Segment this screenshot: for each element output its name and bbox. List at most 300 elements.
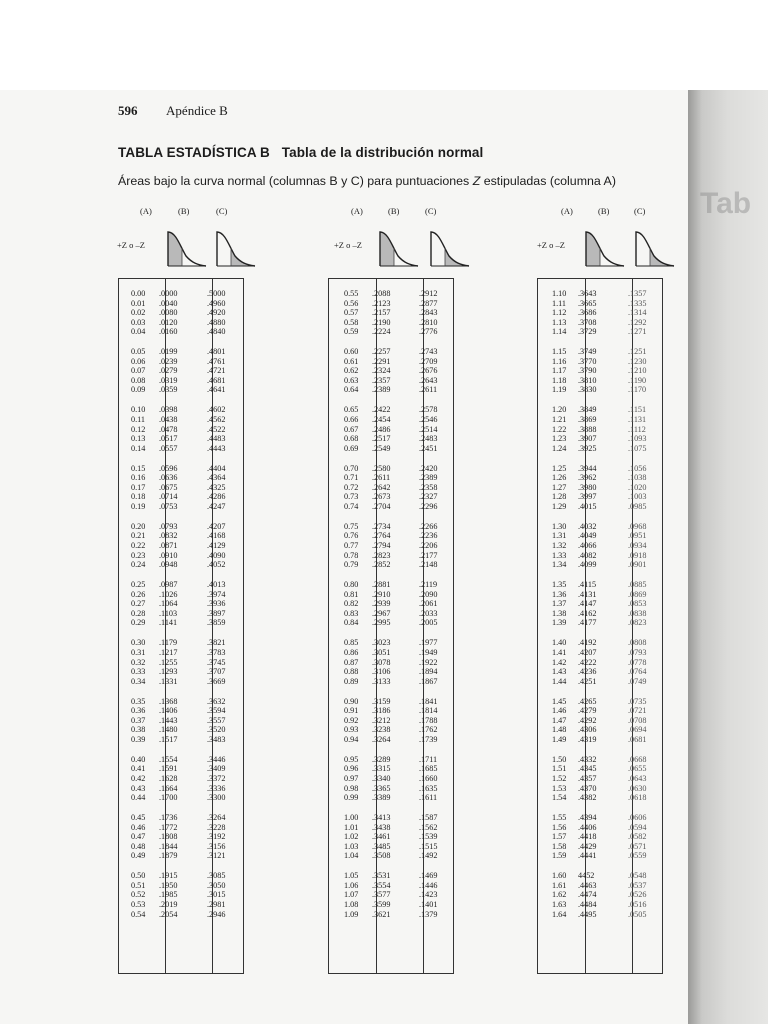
table-cell: .2764	[372, 531, 391, 541]
table-cell: .1251	[628, 347, 647, 357]
table-cell: .2327	[419, 492, 438, 502]
table-cell: .3508	[372, 851, 391, 861]
table-cell: 1.17	[552, 366, 567, 376]
table-cell: .4332	[578, 754, 597, 764]
table-cell: .2324	[372, 366, 391, 376]
table-cell: .0630	[628, 783, 647, 793]
table-cell: .2939	[372, 599, 391, 609]
table-cell: .2743	[419, 347, 438, 357]
table-cell: .3023	[372, 638, 391, 648]
table-cell: .4013	[207, 580, 226, 590]
table-cell: 1.09	[344, 909, 359, 919]
table-cell: .3897	[207, 608, 226, 618]
table-cell: .1357	[628, 289, 647, 298]
table-cell: 0.77	[344, 541, 359, 551]
table-cell: .4960	[207, 298, 226, 308]
table-cell: .2088	[372, 289, 391, 298]
column-a-header: (A)	[561, 206, 573, 216]
table-cell: .1808	[159, 832, 178, 842]
table-cell: .4474	[578, 890, 597, 900]
table-cell: 0.99	[344, 793, 359, 803]
table-cell: 0.98	[344, 783, 359, 793]
table-cell: .1379	[419, 909, 438, 919]
table-cell: .1591	[159, 764, 178, 774]
table-cell: .2358	[419, 482, 438, 492]
table-cell: .0516	[628, 899, 647, 909]
table-cell: .4236	[578, 667, 597, 677]
table-cell: 1.38	[552, 608, 567, 618]
table-cell: 1.36	[552, 589, 567, 599]
bleed-through-text: Tab	[700, 187, 752, 220]
table-cell: 0.03	[131, 317, 146, 327]
table-column-c	[628, 289, 646, 930]
table-cell: .2794	[372, 541, 391, 551]
table-cell: .2157	[372, 308, 391, 318]
table-cell: .2257	[372, 347, 391, 357]
table-cell: .1762	[419, 725, 438, 735]
table-cell: 1.63	[552, 899, 567, 909]
table-cell: 0.73	[344, 492, 359, 502]
table-cell: .4066	[578, 541, 597, 551]
table-cell: .3051	[372, 647, 391, 657]
table-cell: .2148	[419, 560, 438, 570]
table-cell: 0.52	[131, 890, 146, 900]
table-cell: .1020	[628, 482, 647, 492]
table-cell: .1075	[628, 443, 647, 453]
table-cell: .0951	[628, 531, 647, 541]
normal-curve-c-icon	[634, 226, 676, 268]
table-cell: .0838	[628, 608, 647, 618]
table-cell: .3078	[372, 657, 391, 667]
table-cell: 1.16	[552, 356, 567, 366]
table-cell: 0.35	[131, 696, 146, 706]
table-cell: .1064	[159, 599, 178, 609]
normal-curve-c-icon	[429, 226, 471, 268]
table-cell: .4265	[578, 696, 597, 706]
table-cell: 1.15	[552, 347, 567, 357]
table-cell: .3289	[372, 754, 391, 764]
table-cell: .4641	[207, 385, 226, 395]
table-cell: .4404	[207, 463, 226, 473]
table-cell: .0675	[159, 482, 178, 492]
table-cell: .2357	[372, 375, 391, 385]
table-column-c	[419, 289, 437, 930]
table-cell: 0.49	[131, 851, 146, 861]
table-cell: 1.28	[552, 492, 567, 502]
table-cell: .3336	[207, 783, 226, 793]
table-cell: 0.81	[344, 589, 359, 599]
table-cell: 1.41	[552, 647, 567, 657]
table-cell: 0.46	[131, 822, 146, 832]
table-cell: .3413	[372, 813, 391, 823]
subtitle-after: estipuladas (columna A)	[480, 174, 616, 188]
table-cell: .4394	[578, 813, 597, 823]
column-a-header: (A)	[351, 206, 363, 216]
table-cell: .3446	[207, 754, 226, 764]
table-cell: .1292	[628, 317, 647, 327]
table-cell: .3156	[207, 841, 226, 851]
column-b-header: (B)	[598, 206, 610, 216]
table-cell: .4357	[578, 773, 597, 783]
table-cell: 1.39	[552, 618, 567, 628]
table-cell: .3121	[207, 851, 226, 861]
table-cell: .4370	[578, 783, 597, 793]
table-cell: .4840	[207, 327, 226, 337]
table-cell: .2995	[372, 618, 391, 628]
table-cell: 0.23	[131, 550, 146, 560]
table-cell: .4721	[207, 366, 226, 376]
table-cell: 0.31	[131, 647, 146, 657]
table-cell: .4168	[207, 531, 226, 541]
table-cell: 0.74	[344, 501, 359, 511]
table-cell: .2190	[372, 317, 391, 327]
table-cell: .0778	[628, 657, 647, 667]
table-cell: .1739	[419, 734, 438, 744]
table-cell: .2611	[419, 385, 438, 395]
table-cell: 1.53	[552, 783, 567, 793]
table-cell: 0.92	[344, 715, 359, 725]
table-cell: .0832	[159, 531, 178, 541]
table-cell: 0.65	[344, 405, 359, 415]
table-cell: 1.29	[552, 501, 567, 511]
table-cell: 1.57	[552, 832, 567, 842]
table-cell: 0.11	[131, 415, 146, 425]
table-cell: 0.41	[131, 764, 146, 774]
table-cell: .0721	[628, 706, 647, 716]
table-cell: 0.00	[131, 289, 146, 298]
table-cell: .1517	[159, 734, 178, 744]
table-cell: .1562	[419, 822, 438, 832]
table-cell: .4325	[207, 482, 226, 492]
table-cell: 0.12	[131, 424, 146, 434]
table-cell: .1271	[628, 327, 647, 337]
table-cell: .4463	[578, 880, 597, 890]
table-column-b	[578, 289, 596, 930]
table-cell: 0.24	[131, 560, 146, 570]
table-cell: .3315	[372, 764, 391, 774]
table-cell: 1.45	[552, 696, 567, 706]
table-cell: 1.12	[552, 308, 567, 318]
table-cell: .2389	[419, 473, 438, 483]
table-cell: .2709	[419, 356, 438, 366]
table-cell: .2673	[372, 492, 391, 502]
table-cell: .0571	[628, 841, 647, 851]
table-cell: .0478	[159, 424, 178, 434]
table-cell: .4251	[578, 676, 597, 686]
table-cell: .1406	[159, 706, 178, 716]
table-cell: 1.07	[344, 890, 359, 900]
table-cell: 0.63	[344, 375, 359, 385]
table-cell: 0.13	[131, 434, 146, 444]
table-cell: .1230	[628, 356, 647, 366]
table-cell: 1.19	[552, 385, 567, 395]
table-cell: 0.40	[131, 754, 146, 764]
normal-curve-b-icon	[378, 226, 420, 268]
table-cell: .3936	[207, 599, 226, 609]
table-cell: .0808	[628, 638, 647, 648]
table-cell: 1.14	[552, 327, 567, 337]
table-cell: 1.59	[552, 851, 567, 861]
table-cell: .0749	[628, 676, 647, 686]
table-cell: .3485	[372, 841, 391, 851]
table-cell: .1685	[419, 764, 438, 774]
table-cell: 1.50	[552, 754, 567, 764]
table-cell: 0.83	[344, 608, 359, 618]
table-cell: 0.28	[131, 608, 146, 618]
table-cell: 0.80	[344, 580, 359, 590]
table-cell: .1401	[419, 899, 438, 909]
table-cell: .1151	[628, 405, 647, 415]
table-cell: .2643	[419, 375, 438, 385]
table-cell: .3974	[207, 589, 226, 599]
table-cell: 0.07	[131, 366, 146, 376]
table-cell: .0359	[159, 385, 178, 395]
running-header	[118, 103, 228, 119]
table-cell: .4286	[207, 492, 226, 502]
table-cell: 0.51	[131, 880, 146, 890]
table-cell: .4681	[207, 375, 226, 385]
table-cell: .4115	[578, 580, 597, 590]
table-cell: .4131	[578, 589, 597, 599]
table-cell: 0.30	[131, 638, 146, 648]
table-cell: 1.11	[552, 298, 567, 308]
table-cell: .3997	[578, 492, 597, 502]
table-cell: .0853	[628, 599, 647, 609]
table-cell: .4319	[578, 734, 597, 744]
table-cell: .4920	[207, 308, 226, 318]
table-cell: 0.29	[131, 618, 146, 628]
table-cell: 1.18	[552, 375, 567, 385]
table-cell: .3300	[207, 793, 226, 803]
z-label: +Z o –Z	[334, 240, 362, 250]
table-cell: 0.88	[344, 667, 359, 677]
table-cell: .2578	[419, 405, 438, 415]
column-b-header: (B)	[178, 206, 190, 216]
table-cell: .0160	[159, 327, 178, 337]
table-cell: 0.69	[344, 443, 359, 453]
table-cell: .3389	[372, 793, 391, 803]
table-cell: .4129	[207, 541, 226, 551]
table-cell: .1112	[628, 424, 646, 434]
table-cell: 1.00	[344, 813, 359, 823]
table-cell: .0517	[159, 434, 178, 444]
table-cell: .1660	[419, 773, 438, 783]
table-cell: .0594	[628, 822, 647, 832]
table-cell: 0.72	[344, 482, 359, 492]
table-cell: .0934	[628, 541, 647, 551]
table-cell: 0.61	[344, 356, 359, 366]
table-cell: .0559	[628, 851, 647, 861]
table-cell: 0.71	[344, 473, 359, 483]
table-cell: .1423	[419, 890, 438, 900]
table-cell: 0.48	[131, 841, 146, 851]
table-cell: 1.24	[552, 443, 567, 453]
table-cell: 0.43	[131, 783, 146, 793]
table-cell: .0199	[159, 347, 178, 357]
table-cell: 0.02	[131, 308, 146, 318]
table-cell: .4441	[578, 851, 597, 861]
table-cell: .0120	[159, 317, 178, 327]
table-cell: .0557	[159, 443, 178, 453]
table-cell: .1772	[159, 822, 178, 832]
column-b-header: (B)	[388, 206, 400, 216]
table-cell: 1.44	[552, 676, 567, 686]
table-box	[328, 278, 454, 974]
table-cell: .0080	[159, 308, 178, 318]
table-cell: .2946	[207, 909, 226, 919]
table-cell: .2611	[372, 473, 391, 483]
table-cell: 0.47	[131, 832, 146, 842]
table-cell: .1492	[419, 851, 438, 861]
table-cell: .0823	[628, 618, 647, 628]
table-cell: .4207	[578, 647, 597, 657]
table-cell: 1.33	[552, 550, 567, 560]
table-cell: .4177	[578, 618, 597, 628]
table-cell: .4192	[578, 638, 597, 648]
table-cell: .3106	[372, 667, 391, 677]
column-c-header: (C)	[216, 206, 228, 216]
table-cell: .1141	[159, 618, 178, 628]
table-cell: 0.89	[344, 676, 359, 686]
table-cell: 1.22	[552, 424, 567, 434]
table-cell: .3869	[578, 415, 597, 425]
table-cell: 0.75	[344, 521, 359, 531]
table-cell: .2266	[419, 521, 438, 531]
table-cell: 0.58	[344, 317, 359, 327]
table-title	[118, 145, 483, 160]
table-cell: .1894	[419, 667, 438, 677]
table-cell: .2967	[372, 608, 391, 618]
subtitle-before: Áreas bajo la curva normal (columnas B y C) para puntuaciones	[118, 174, 473, 188]
table-cell: .4162	[578, 608, 597, 618]
table-cell: 0.53	[131, 899, 146, 909]
table-cell: .3907	[578, 434, 597, 444]
table-cell: .2877	[419, 298, 438, 308]
table-cell: .0764	[628, 667, 647, 677]
table-cell: .4049	[578, 531, 597, 541]
table-cell: .4484	[578, 899, 597, 909]
table-cell: .0714	[159, 492, 178, 502]
table-cell: .2177	[419, 550, 438, 560]
table-cell: .4364	[207, 473, 226, 483]
table-cell: .2389	[372, 385, 391, 395]
table-cell: .3050	[207, 880, 226, 890]
table-cell: .4222	[578, 657, 597, 667]
table-cell: 1.20	[552, 405, 567, 415]
table-cell: .3944	[578, 463, 597, 473]
table-cell: .0537	[628, 880, 647, 890]
table-cell: 0.82	[344, 599, 359, 609]
table-cell: .1217	[159, 647, 178, 657]
table-cell: .3749	[578, 347, 597, 357]
table-cell: 0.36	[131, 706, 146, 716]
normal-curve-c-icon	[215, 226, 257, 268]
table-cell: .1443	[159, 715, 178, 725]
table-cell: 1.56	[552, 822, 567, 832]
table-cell: .3594	[207, 706, 226, 716]
table-cell: .1949	[419, 647, 438, 657]
table-cell: 0.76	[344, 531, 359, 541]
table-cell: .0526	[628, 890, 647, 900]
table-cell: 1.13	[552, 317, 567, 327]
table-cell: 0.78	[344, 550, 359, 560]
table-cell: .1922	[419, 657, 438, 667]
table-cell: 0.16	[131, 473, 146, 483]
table-cell: .1255	[159, 657, 178, 667]
table-cell: .0279	[159, 366, 178, 376]
table-cell: 0.08	[131, 375, 146, 385]
table-cell: .2420	[419, 463, 438, 473]
table-cell: .4207	[207, 521, 226, 531]
table-cell: .2546	[419, 415, 438, 425]
table-cell: 0.96	[344, 764, 359, 774]
table-cell: 1.46	[552, 706, 567, 716]
table-cell: 0.91	[344, 706, 359, 716]
table-cell: 0.32	[131, 657, 146, 667]
table-column-c	[207, 289, 225, 930]
table-cell: 0.57	[344, 308, 359, 318]
table-cell: .2090	[419, 589, 438, 599]
table-cell: .3859	[207, 618, 226, 628]
normal-curve-b-icon	[584, 226, 626, 268]
table-cell: .1368	[159, 696, 178, 706]
table-cell: .3238	[372, 725, 391, 735]
table-cell: 0.42	[131, 773, 146, 783]
table-cell: .2912	[419, 289, 438, 298]
table-cell: 1.21	[552, 415, 567, 425]
table-cell: .3264	[372, 734, 391, 744]
table-cell: .2451	[419, 443, 438, 453]
table-cell: 0.39	[131, 734, 146, 744]
table-cell: .2776	[419, 327, 438, 337]
table-cell: .3192	[207, 832, 226, 842]
table-cell: 0.95	[344, 754, 359, 764]
z-label: +Z o –Z	[117, 240, 145, 250]
table-cell: .2061	[419, 599, 438, 609]
table-cell: .0910	[159, 550, 178, 560]
table-cell: .0668	[628, 754, 647, 764]
table-cell: .3770	[578, 356, 597, 366]
table-cell: .0918	[628, 550, 647, 560]
table-cell: 1.04	[344, 851, 359, 861]
table-cell: .3643	[578, 289, 597, 298]
table-cell: 1.37	[552, 599, 567, 609]
table-cell: 1.60	[552, 871, 567, 881]
table-cell: .2514	[419, 424, 438, 434]
table-cell: .0582	[628, 832, 647, 842]
table-cell: .4345	[578, 764, 597, 774]
table-cell: .0948	[159, 560, 178, 570]
table-cell: .0319	[159, 375, 178, 385]
table-cell: .3810	[578, 375, 597, 385]
table-cell: .3729	[578, 327, 597, 337]
table-cell: .3790	[578, 366, 597, 376]
table-cell: .0438	[159, 415, 178, 425]
table-cell: .1293	[159, 667, 178, 677]
table-cell: 1.51	[552, 764, 567, 774]
table-cell: 1.62	[552, 890, 567, 900]
table-cell: 0.85	[344, 638, 359, 648]
table-cell: 0.55	[344, 289, 359, 298]
table-cell: .3669	[207, 676, 226, 686]
table-cell: 1.43	[552, 667, 567, 677]
table-cell: .0548	[628, 871, 647, 881]
table-cell: .1335	[628, 298, 647, 308]
table-cell: .3745	[207, 657, 226, 667]
table-cell: .3409	[207, 764, 226, 774]
table-cell: 1.42	[552, 657, 567, 667]
table-cell: .0753	[159, 501, 178, 511]
